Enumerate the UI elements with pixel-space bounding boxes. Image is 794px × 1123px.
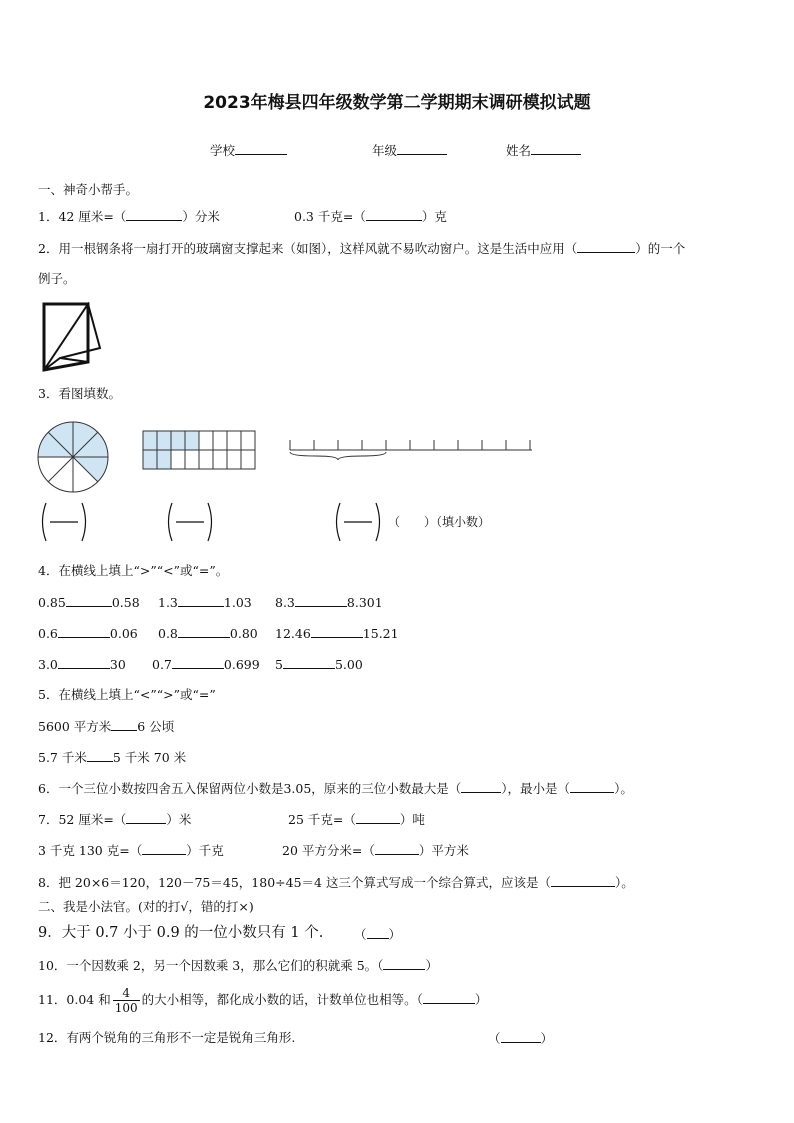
compare-blank[interactable] xyxy=(311,625,363,638)
compare-right: 8.301 xyxy=(346,595,383,610)
q8-suffix: ）。 xyxy=(614,875,634,890)
compare-right: 15.21 xyxy=(362,626,399,641)
question-8 xyxy=(38,874,634,891)
q12-open: （ xyxy=(488,1031,501,1046)
q7a-suffix: ）米 xyxy=(166,812,192,827)
section-2-heading: 二、我是小法官。(对的打√，错的打×) xyxy=(38,899,254,914)
q7c-prefix: 3 千克 130 克=（ xyxy=(38,843,143,858)
question-4: 4．在横线上填上“>”“<”或“=”。 xyxy=(38,563,229,578)
compare-right: 0.06 xyxy=(109,626,138,641)
q5r1-left: 5600 平方米 xyxy=(38,719,112,734)
question-2 xyxy=(38,240,685,257)
q10-close: ） xyxy=(425,958,438,973)
question-9: 9．大于 0.7 小于 0.9 的一位小数只有 1 个. xyxy=(38,925,324,941)
compare-row xyxy=(38,625,138,642)
compare-row xyxy=(38,656,126,673)
decimal-answer-slot[interactable]: （ ）（填小数） xyxy=(388,515,491,529)
compare-blank[interactable] xyxy=(295,594,347,607)
compare-right: 0.58 xyxy=(111,595,140,610)
q11-blank[interactable] xyxy=(423,991,475,1004)
compare-blank[interactable] xyxy=(178,594,224,607)
question-2-line2: 例子。 xyxy=(38,271,76,286)
q7b-suffix: ）吨 xyxy=(399,812,425,827)
answer-fraction-3[interactable] xyxy=(332,500,384,544)
grade-field[interactable] xyxy=(372,142,447,159)
q6-text-c: ）。 xyxy=(614,781,633,796)
q8-text: 8．把 20×6＝120，120－75＝45，180÷45＝4 这三个算式写成一个综合算式，应该是（ xyxy=(38,875,551,890)
q10-text: 10．一个因数乘 2，另一个因数乘 3，那么它们的积就乘 5。（ xyxy=(38,958,384,973)
name-blank[interactable] xyxy=(531,142,581,155)
q7d-prefix: 20 平方分米=（ xyxy=(282,843,375,858)
compare-left: 1.3 xyxy=(158,595,178,610)
q9-open: （ xyxy=(354,927,367,942)
compare-left: 3.0 xyxy=(38,657,58,672)
q10-blank[interactable] xyxy=(383,957,425,970)
compare-row xyxy=(275,625,399,642)
q9-close: ） xyxy=(388,927,402,942)
compare-row xyxy=(158,625,258,642)
q6-blank-min[interactable] xyxy=(570,780,614,793)
school-field[interactable] xyxy=(210,142,287,159)
q11-text-a: 11．0.04 和 xyxy=(38,992,111,1007)
question-6 xyxy=(38,780,633,797)
question-1a xyxy=(38,208,220,225)
fraction-denominator: 100 xyxy=(114,1001,138,1015)
q1b-blank[interactable] xyxy=(366,208,422,221)
fraction-numerator: 4 xyxy=(122,986,130,1000)
question-5-row2 xyxy=(38,749,186,766)
question-5: 5．在横线上填上“<”“>”或“=” xyxy=(38,687,216,702)
compare-left: 8.3 xyxy=(275,595,295,610)
q7d-blank[interactable] xyxy=(375,842,419,855)
compare-blank[interactable] xyxy=(58,625,110,638)
compare-right: 30 xyxy=(109,657,126,672)
question-10 xyxy=(38,957,438,974)
q6-text-b: ），最小是（ xyxy=(501,781,571,796)
answer-fraction-1[interactable] xyxy=(38,500,90,544)
page-title: 2023年梅县四年级数学第二学期期末调研模拟试题 xyxy=(203,93,591,113)
q5r1-right: 6 公顷 xyxy=(137,719,175,734)
q7a-blank[interactable] xyxy=(126,811,166,824)
q5r1-blank[interactable] xyxy=(111,718,137,731)
compare-blank[interactable] xyxy=(172,656,224,669)
q7d-suffix: ）平方米 xyxy=(418,843,469,858)
compare-row xyxy=(38,594,140,611)
q1b-prefix: 0.3 千克=（ xyxy=(294,209,366,224)
q8-blank[interactable] xyxy=(551,874,615,887)
q9-blank[interactable] xyxy=(367,926,389,939)
compare-left: 12.46 xyxy=(275,626,311,641)
question-7c xyxy=(38,842,224,859)
name-label: 姓名 xyxy=(506,143,532,158)
q1a-prefix: 1．42 厘米=（ xyxy=(38,209,127,224)
question-3: 3．看图填数。 xyxy=(38,386,121,401)
q1a-suffix: ）分米 xyxy=(182,209,220,224)
q11-text-b: 的大小相等，都化成小数的话，计数单位也相等。（ xyxy=(141,992,423,1007)
q5r2-right: 5 千米 70 米 xyxy=(112,750,187,765)
q11-close: ） xyxy=(474,992,488,1007)
compare-right: 0.699 xyxy=(223,657,260,672)
compare-left: 0.85 xyxy=(38,595,66,610)
name-field[interactable] xyxy=(506,142,581,159)
q2-text-b: ）的一个 xyxy=(635,241,686,256)
compare-right: 5.00 xyxy=(334,657,363,672)
number-line xyxy=(286,436,536,462)
question-5-row1 xyxy=(38,718,174,735)
compare-left: 0.7 xyxy=(152,657,172,672)
compare-left: 5 xyxy=(275,657,283,672)
q1a-blank[interactable] xyxy=(126,208,182,221)
q5r2-left: 5.7 千米 xyxy=(38,750,87,765)
q7b-prefix: 25 千克=（ xyxy=(288,812,356,827)
q9-answer xyxy=(354,926,401,943)
school-blank[interactable] xyxy=(235,142,287,155)
compare-row xyxy=(152,656,260,673)
question-1b xyxy=(294,208,447,225)
q7a-prefix: 7．52 厘米=（ xyxy=(38,812,127,827)
grade-blank[interactable] xyxy=(397,142,447,155)
compare-blank[interactable] xyxy=(58,656,110,669)
fraction-4-100 xyxy=(113,986,140,1015)
window-prop-figure xyxy=(40,300,106,374)
question-7a xyxy=(38,811,191,828)
q12-close: ） xyxy=(540,1031,554,1046)
answer-fraction-2[interactable] xyxy=(164,500,216,544)
fraction-circle xyxy=(36,420,110,494)
q12-answer xyxy=(488,1030,553,1047)
q6-blank-max[interactable] xyxy=(461,780,501,793)
question-12: 12．有两个锐角的三角形不一定是锐角三角形. xyxy=(38,1030,296,1045)
question-11 xyxy=(38,983,487,1017)
q2-text-a: 2．用一根钢条将一扇打开的玻璃窗支撑起来（如图），这样风就不易吹动窗户。这是生活中应用（ xyxy=(38,241,578,256)
fraction-grid xyxy=(142,430,258,470)
q2-blank[interactable] xyxy=(577,240,635,253)
compare-row xyxy=(275,656,363,673)
q7c-suffix: ）千克 xyxy=(186,843,224,858)
question-7d xyxy=(282,842,469,859)
compare-right: 0.80 xyxy=(229,626,258,641)
question-7b xyxy=(288,811,425,828)
section-1-heading: 一、神奇小帮手。 xyxy=(38,182,139,197)
q1b-suffix: ）克 xyxy=(421,209,447,224)
q12-blank[interactable] xyxy=(501,1030,541,1043)
q7c-blank[interactable] xyxy=(142,842,186,855)
compare-left: 0.6 xyxy=(38,626,58,641)
compare-blank[interactable] xyxy=(178,625,230,638)
q7b-blank[interactable] xyxy=(356,811,400,824)
compare-right: 1.03 xyxy=(223,595,252,610)
compare-blank[interactable] xyxy=(66,594,112,607)
grade-label: 年级 xyxy=(372,143,398,158)
q6-text-a: 6．一个三位小数按四舍五入保留两位小数是3.05，原来的三位小数最大是（ xyxy=(38,781,462,796)
compare-left: 0.8 xyxy=(158,626,178,641)
q5r2-blank[interactable] xyxy=(87,749,113,762)
compare-row xyxy=(275,594,383,611)
compare-row xyxy=(158,594,252,611)
school-label: 学校 xyxy=(210,143,236,158)
compare-blank[interactable] xyxy=(283,656,335,669)
